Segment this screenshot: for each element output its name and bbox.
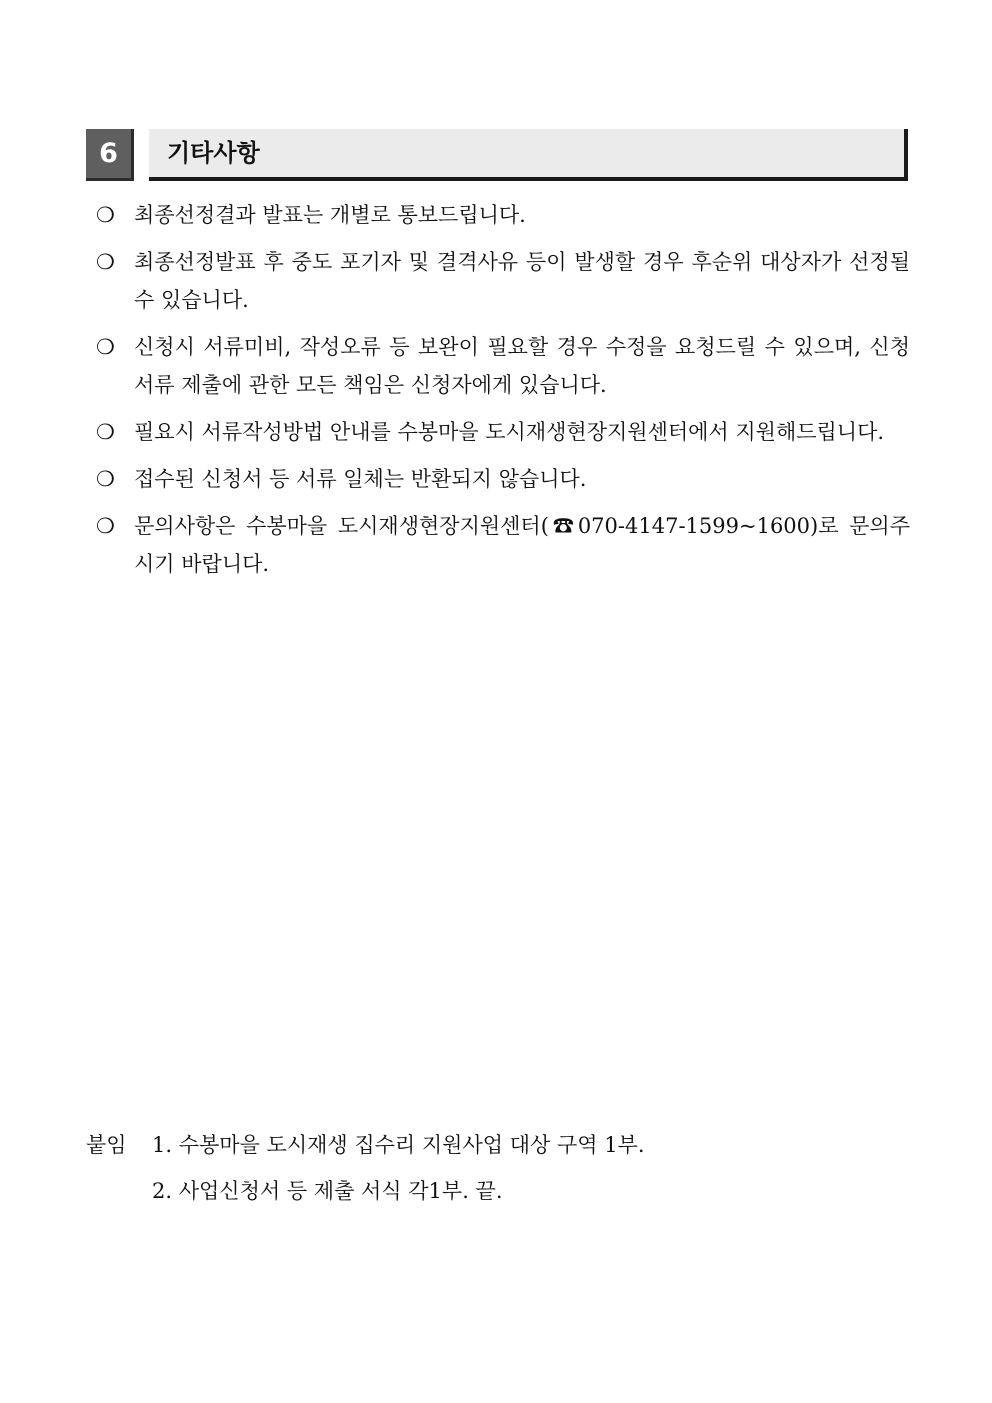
- notice-item: [96, 328, 910, 404]
- attachment-entry: 1. 수봉마을 도시재생 집수리 지원사업 대상 구역 1부.: [152, 1133, 645, 1157]
- notice-text: 문의사항은 수봉마을 도시재생현장지원센터(☎070-4147-1599~1600)로 문의주시기 바랍니다.: [134, 514, 910, 576]
- notice-list: [96, 196, 910, 592]
- attachment-entry: 2. 사업신청서 등 제출 서식 각1부. 끝.: [152, 1179, 503, 1203]
- notice-text: 최종선정발표 후 중도 포기자 및 결격사유 등이 발생할 경우 후순위 대상자가 선정될 수 있습니다.: [134, 250, 910, 312]
- attachments: [86, 1122, 906, 1214]
- notice-text: 최종선정결과 발표는 개별로 통보드립니다.: [134, 203, 526, 227]
- attachment-label: 붙임: [86, 1133, 127, 1157]
- circle-bullet-icon: ❍: [96, 514, 115, 538]
- attachment-row: [86, 1122, 906, 1168]
- section-title: 기타사항: [167, 139, 260, 167]
- notice-item: [96, 196, 910, 234]
- notice-item: [96, 413, 910, 451]
- circle-bullet-icon: ❍: [96, 420, 115, 444]
- circle-bullet-icon: ❍: [96, 335, 115, 359]
- section-title-box: [149, 129, 908, 181]
- section-header: [86, 129, 908, 181]
- notice-text: 접수된 신청서 등 서류 일체는 반환되지 않습니다.: [134, 467, 587, 491]
- section-number: 6: [86, 129, 134, 181]
- notice-item: [96, 507, 910, 583]
- notice-item: [96, 460, 910, 498]
- notice-text: 신청시 서류미비, 작성오류 등 보완이 필요할 경우 수정을 요청드릴 수 있으며, 신청서류 제출에 관한 모든 책임은 신청자에게 있습니다.: [134, 335, 910, 397]
- circle-bullet-icon: ❍: [96, 467, 115, 491]
- notice-text: 필요시 서류작성방법 안내를 수봉마을 도시재생현장지원센터에서 지원해드립니다.: [134, 420, 885, 444]
- notice-item: [96, 243, 910, 319]
- circle-bullet-icon: ❍: [96, 203, 115, 227]
- attachment-row: [86, 1168, 906, 1214]
- circle-bullet-icon: ❍: [96, 250, 115, 274]
